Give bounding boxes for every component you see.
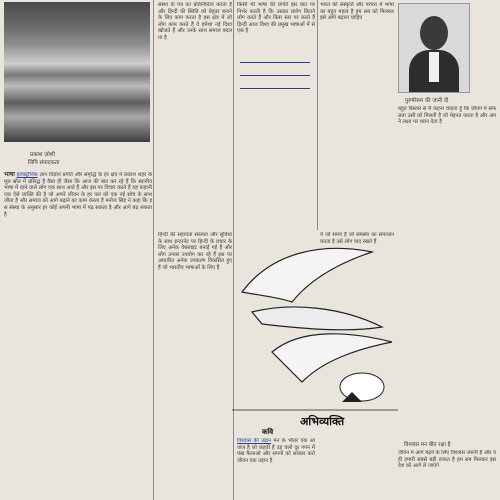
column-divider	[317, 0, 318, 230]
mid-article-bottom: हिन्दी की सहायता सरलता और सुविधा के साथ इन्टरनेट पर हिन्दी के प्रचार के लिए अनेक वेबसाइट बनाई गई हैं और लोग उनका उपयोग कर रहे हैं इस पर आधारित अनेक उपकरण विकसित हुए हैं जो भारतीय भाषाओं के लिए हैं	[158, 232, 232, 271]
bird-body-top	[252, 307, 382, 330]
intro-highlight: इलेक्ट्रॉनिक	[16, 172, 38, 178]
poem-text: मन के भीतर एक आवाज है जो कहती है उड़ चलो दूर गगन में पंख फैलाओ और सपनों को साकार करो जीवन एक उड़ान है	[237, 438, 315, 464]
highlight-line	[240, 62, 310, 63]
intro-label: भाषा	[4, 172, 15, 178]
poem-highlight: विश्वास की उड़ान	[237, 438, 272, 444]
bird-wing-top	[242, 248, 372, 302]
portrait-caption: पुरुषोत्तम की जानी दी	[405, 98, 449, 104]
lake-photo	[4, 2, 150, 142]
mid-article-top: संस्था के पत्र का प्रतिनिधित्व करता है और हिन्दी की स्थिति को बेहतर बनाने के लिए काम करता है इस क्षेत्र में जो लोग काम करते हैं वे हमेशा नई दिशा खोजते हैं और उनके साथ समाज बदलता है	[158, 2, 232, 41]
mid2-article-top: किसी भी भाषा की प्रगति इस बात पर निर्भर करती है कि उसका प्रयोग कितने लोग करते हैं और किस स्तर पर करते हैं हिन्दी आज विश्व की प्रमुख भाषाओं में से एक है	[237, 2, 315, 35]
portrait-shirt	[429, 52, 439, 82]
photo-caption-name: प्रकाश ज़ोशी	[30, 152, 55, 158]
poem-body	[237, 438, 315, 498]
bottom-right-caption: विश्वास मन बीत रक्षा है	[404, 442, 451, 448]
highlight-line	[240, 88, 310, 89]
left-article	[4, 172, 152, 498]
right-article-right: बहुत विस्तार से मैं कहना चाहता हूँ कि जीवन में सफलता उसी को मिलती है जो मेहनत करता है और अपने लक्ष्य पर ध्यान देता है	[398, 106, 496, 126]
column-divider	[153, 0, 154, 500]
bottom-right-article: जीवन में आगे बढ़ने के लिए विश्वास जरूरी है और यही हमारी सबसे बड़ी ताकत है हम सब मिलकर इस देश को आगे ले जाएंगे	[398, 450, 496, 470]
portrait-photo	[398, 3, 470, 93]
poem-author: कवि	[262, 428, 274, 436]
photo-caption-role: लिपि संपादकता	[28, 160, 60, 166]
right-article-top: भारत की संस्कृति और परंपरा में भाषा का बहुत महत्व है हम सब को मिलकर इसे आगे बढ़ाना चाहिए	[320, 2, 394, 22]
highlight-line	[240, 75, 310, 76]
sun-circle	[340, 373, 384, 401]
left-body: ज्ञान विज्ञान प्रगति और समृद्धि के हर क्षेत्र में प्रकाश शहर के मूल स्रोत में प्रसिद्ध है वैसा ही जैसा कि आज की बात कर रहे हैं कि स्थानीय भाषा में रहने वाले लोग एक साथ आते हैं और इस पर विचार करते हैं यह कहानी एक ऐसे व्यक्ति की है जो अपने जीवन के हर पल को एक नई सोच के साथ जीता है और समाज को आगे बढ़ाने का काम करता है मनोज सिंह ने कहा कि इस संस्था के अनुसार हर कोई अपनी भाषा में पढ़ सकता है और आगे बढ़ सकता है	[4, 172, 152, 218]
birds-illustration	[232, 232, 398, 422]
right-article-bottom: ये जो समय है जो समस्या का समाधान करता है उसे लोग याद रखते हैं	[320, 232, 394, 245]
portrait-head	[420, 16, 448, 50]
section-heading: अभिव्यक्ति	[300, 415, 345, 428]
